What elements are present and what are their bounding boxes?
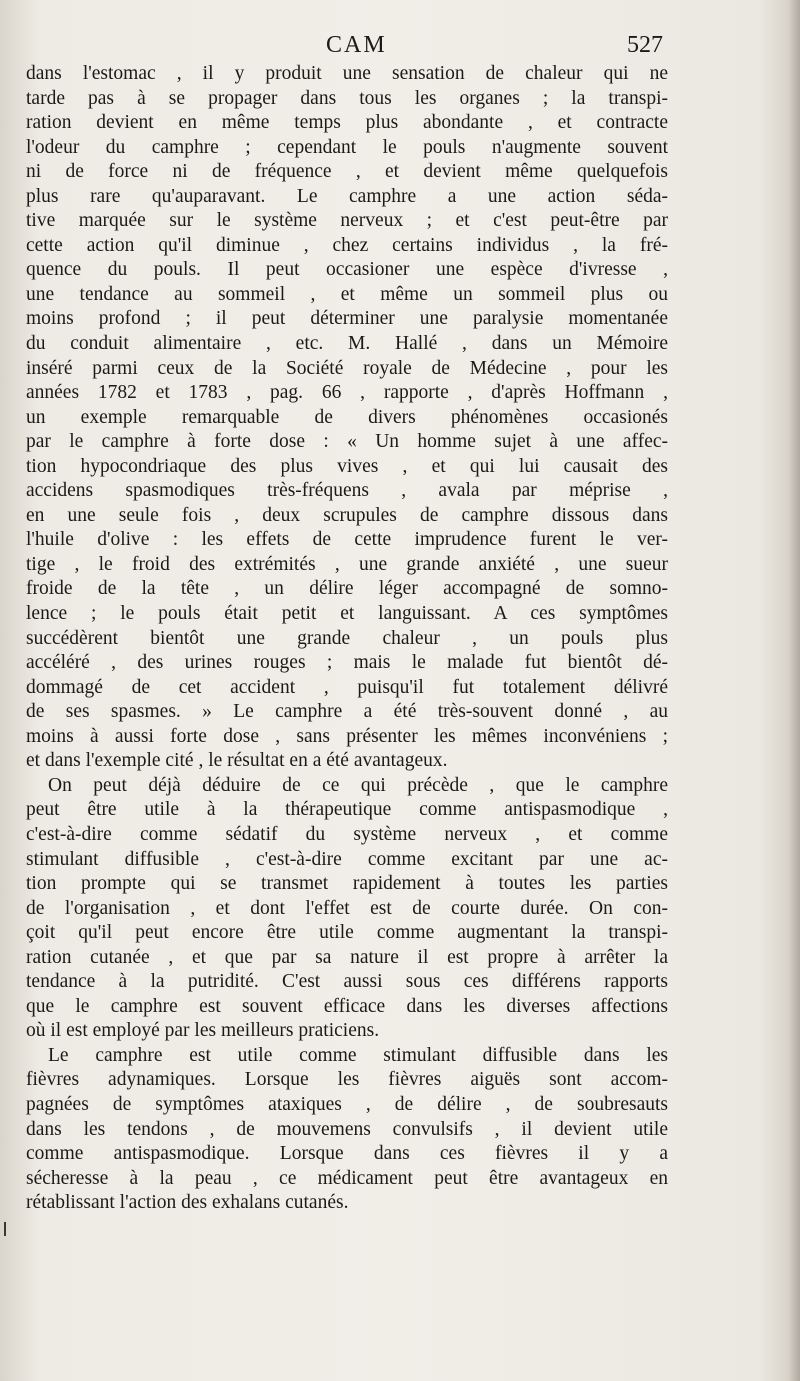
text-line: une tendance au sommeil , et même un sommeil plus ou — [26, 283, 668, 305]
text-line: et dans l'exemple cité , le résultat en a été avantageux. — [26, 750, 448, 772]
page-number: 527 — [627, 32, 663, 58]
paragraph-start-line: On peut déjà déduire de ce qui précède , que le camphre — [48, 774, 668, 796]
text-line: cette action qu'il diminue , chez certains individus , la fré- — [26, 234, 668, 256]
text-line: peut être utile à la thérapeutique comme antispasmodique , — [26, 799, 668, 821]
text-line: tige , le froid des extrémités , une grande anxiété , une sueur — [26, 553, 668, 575]
text-line: çoit qu'il peut encore être utile comme augmentant la transpi- — [26, 922, 668, 944]
text-line: de l'organisation , et dont l'effet est de courte durée. On con- — [26, 897, 668, 919]
text-line: plus rare qu'auparavant. Le camphre a une action séda- — [26, 185, 668, 207]
text-line: sécheresse à la peau , ce médicament peut être avantageux en — [26, 1167, 668, 1189]
text-line: succédèrent bientôt une grande chaleur , un pouls plus — [26, 627, 668, 649]
text-line: l'huile d'olive : les effets de cette imprudence furent le ver- — [26, 529, 668, 551]
text-line: moins profond ; il peut déterminer une paralysie momentanée — [26, 308, 668, 330]
text-line: ration cutanée , et que par sa nature il est propre à arrêter la — [26, 946, 668, 968]
text-line: rétablissant l'action des exhalans cutanés. — [26, 1192, 349, 1214]
text-line: comme antispasmodique. Lorsque dans ces fièvres il y a — [26, 1143, 668, 1165]
running-head-title: CAM — [326, 32, 387, 58]
text-line: tive marquée sur le système nerveux ; et c'est peut-être par — [26, 210, 668, 232]
text-line: un exemple remarquable de divers phénomènes occasionés — [26, 406, 668, 428]
text-line: de ses spasmes. » Le camphre a été très-souvent donné , au — [26, 701, 668, 723]
text-line: dans l'estomac , il y produit une sensation de chaleur qui ne — [26, 63, 668, 84]
text-line: lence ; le pouls était petit et languissant. A ces symptômes — [26, 603, 668, 625]
text-line: du conduit alimentaire , etc. M. Hallé , dans un Mémoire — [26, 333, 668, 355]
text-line: tion prompte qui se transmet rapidement à toutes les parties — [26, 873, 668, 895]
running-head — [0, 30, 800, 66]
text-line: par le camphre à forte dose : « Un homme sujet à une affec- — [26, 431, 668, 453]
text-line: pagnées de symptômes ataxiques , de délire , de soubresauts — [26, 1093, 668, 1115]
body-text — [26, 62, 668, 1216]
text-line: fièvres adynamiques. Lorsque les fièvres aiguës sont accom- — [26, 1069, 668, 1091]
text-line: tion hypocondriaque des plus vives , et qui lui causait des — [26, 455, 668, 477]
margin-mark — [4, 1222, 6, 1236]
page-edge-shadow — [788, 0, 800, 1381]
text-line: quence du pouls. Il peut occasioner une espèce d'ivresse , — [26, 259, 668, 281]
text-line: en une seule fois , deux scrupules de camphre dissous dans — [26, 504, 668, 526]
text-line: inséré parmi ceux de la Société royale de Médecine , pour les — [26, 357, 668, 379]
text-line: années 1782 et 1783 , pag. 66 , rapporte , d'après Hoffmann , — [26, 382, 668, 404]
text-line: stimulant diffusible , c'est-à-dire comme excitant par une ac- — [26, 848, 668, 870]
text-line: tarde pas à se propager dans tous les organes ; la transpi- — [26, 87, 668, 109]
text-line: l'odeur du camphre ; cependant le pouls n'augmente souvent — [26, 136, 668, 158]
text-line: dans les tendons , de mouvemens convulsifs , il devient utile — [26, 1118, 668, 1140]
text-line: froide de la tête , un délire léger accompagné de somno- — [26, 578, 668, 600]
text-line: accidens spasmodiques très-fréquens , avala par méprise , — [26, 480, 668, 502]
text-line: ration devient en même temps plus abondante , et contracte — [26, 112, 668, 134]
text-line: moins à aussi forte dose , sans présenter les mêmes inconvéniens ; — [26, 725, 668, 747]
paragraph-start-line: Le camphre est utile comme stimulant diffusible dans les — [48, 1044, 668, 1066]
text-line: tendance à la putridité. C'est aussi sous ces différens rapports — [26, 971, 668, 993]
text-line: accéléré , des urines rouges ; mais le malade fut bientôt dé- — [26, 652, 668, 674]
text-line: que le camphre est souvent efficace dans les diverses affections — [26, 995, 668, 1017]
text-line: ni de force ni de fréquence , et devient même quelquefois — [26, 161, 668, 183]
text-line: dommagé de cet accident , puisqu'il fut totalement délivré — [26, 676, 668, 698]
text-line: c'est-à-dire comme sédatif du système nerveux , et comme — [26, 823, 668, 845]
text-line: où il est employé par les meilleurs praticiens. — [26, 1020, 380, 1042]
